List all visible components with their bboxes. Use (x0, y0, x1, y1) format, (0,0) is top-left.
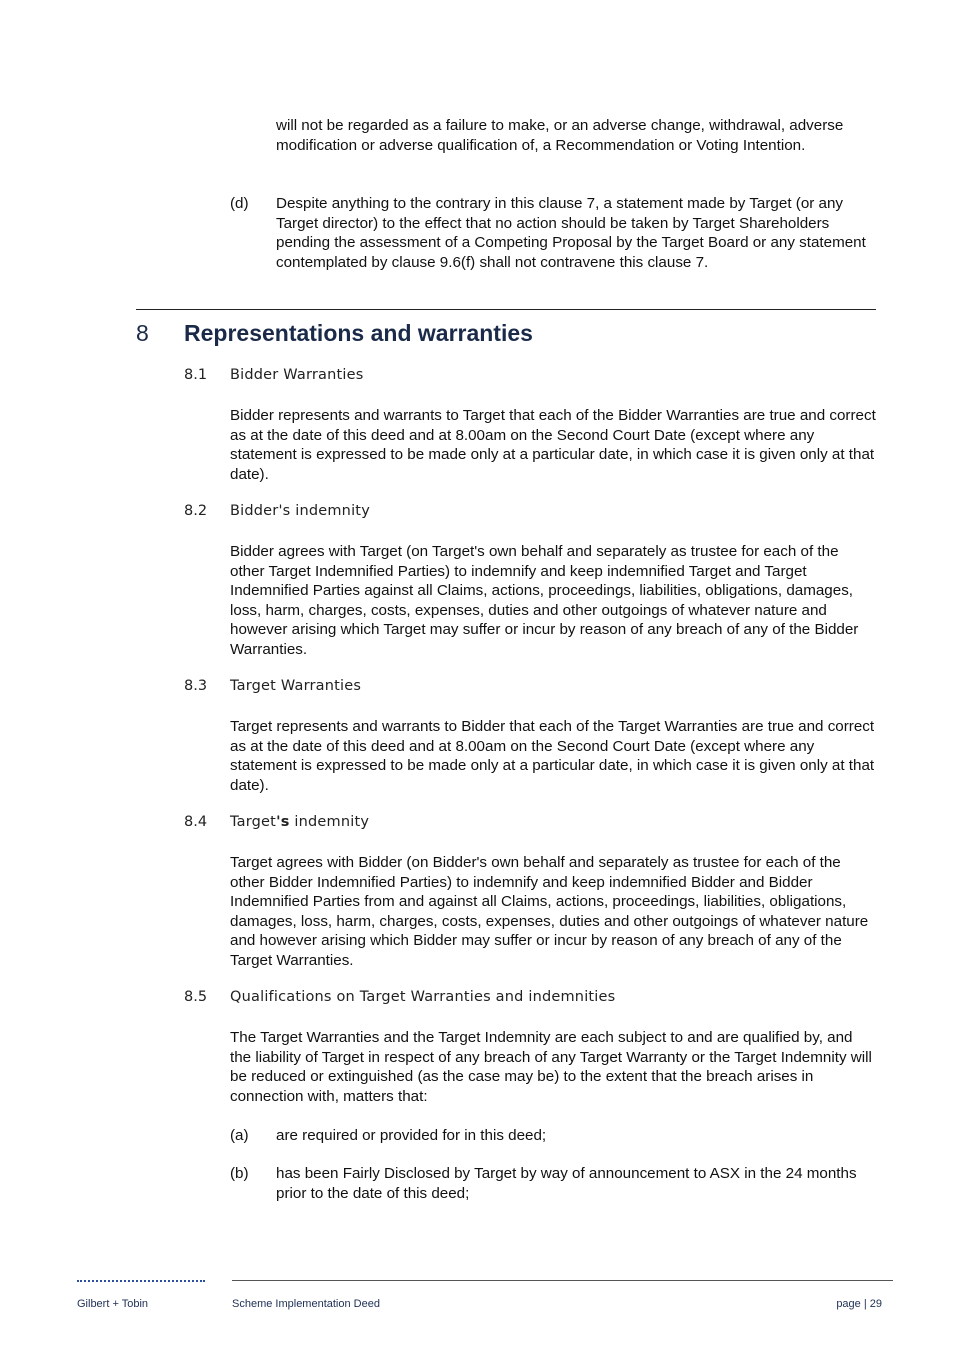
section-title: Representations and warranties (184, 320, 533, 346)
footer-document-title: Scheme Implementation Deed (232, 1298, 380, 1310)
footer-rule (232, 1280, 893, 1281)
footer-dotted-rule (77, 1280, 205, 1282)
clause-title-8-3: Target Warranties (230, 678, 362, 694)
clause-title-8-2: Bidder's indemnity (230, 503, 370, 519)
item-label-d: (d) (230, 195, 249, 212)
clause-number-8-5: 8.5 (184, 989, 208, 1005)
clause-body-8-3: Target represents and warrants to Bidder that each of the Target Warranties are true and correct as at the date of this deed and at 8.00am on the Second Court Date (except where any statement is expressed to be made only at a particular date, in which case it is given only at that date). (230, 718, 875, 794)
clause-body-8-4: Target agrees with Bidder (on Bidder's own behalf and separately as trustee for each of the other Bidder Indemnified Parties) to indemnify and keep indemnified Bidder and Bidder Indemnified Parties from and against all Claims, actions, proceedings, liabilities, obligations, damages, loss, harm, charges, costs, expenses, duties and other outgoings of whatever nature and however arising which Bidder may suffer or incur by reason of any breach of any of the Target Warranties. (230, 854, 869, 969)
clause-title-8-4-bold: 's (276, 814, 290, 830)
clause-title-8-4-suffix: indemnity (289, 814, 370, 830)
section-number: 8 (136, 320, 149, 346)
clause-number-8-4: 8.4 (184, 814, 208, 830)
clause-number-8-2: 8.2 (184, 503, 208, 519)
item-text-d: Despite anything to the contrary in this clause 7, a statement made by Target (or any Target director) to the effect that no action should be taken by Target Shareholders pending the assessment of a Competing Proposal by the Target Board or any statement contemplated by clause 9.6(f) shall not contravene this clause 7. (276, 195, 866, 271)
clause-body-8-1: Bidder represents and warrants to Target that each of the Bidder Warranties are true and correct as at the date of this deed and at 8.00am on the Second Court Date (except where any statement is expressed to be made only at a particular date, in which case it is given only at that date). (230, 407, 876, 483)
item-text-b: has been Fairly Disclosed by Target by way of announcement to ASX in the 24 months prior to the date of this deed; (276, 1165, 857, 1202)
section-divider (136, 309, 876, 310)
continuation-paragraph: will not be regarded as a failure to make, or an adverse change, withdrawal, adverse modification or adverse qualification of, a Recommendation or Voting Intention. (276, 117, 844, 154)
clause-body-8-5: The Target Warranties and the Target Indemnity are each subject to and are qualified by, and the liability of Target in respect of any breach of any Target Warranty or the Target Indemnity will be reduced or extinguished (as the case may be) to the extent that the breach arises in connection with, matters that: (230, 1029, 872, 1105)
clause-title-8-1: Bidder Warranties (230, 367, 364, 383)
footer-firm-name: Gilbert + Tobin (77, 1298, 149, 1310)
clause-title-8-4-prefix: Target (230, 814, 277, 830)
clause-number-8-3: 8.3 (184, 678, 208, 694)
item-text-a: are required or provided for in this deed; (276, 1127, 547, 1144)
item-label-b: (b) (230, 1165, 249, 1182)
item-label-a: (a) (230, 1127, 249, 1144)
clause-title-8-4 (230, 814, 369, 830)
clause-body-8-2: Bidder agrees with Target (on Target's own behalf and separately as trustee for each of the other Target Indemnified Parties) to indemnify and keep indemnified Target and Target Indemnified Parties against all Claims, actions, proceedings, liabilities, obligations, damages, loss, harm, charges, costs, expenses, duties and other outgoings of whatever nature and however arising which Target may suffer or incur by reason of any breach of any of the Bidder Warranties. (230, 543, 859, 658)
clause-title-8-5: Qualifications on Target Warranties and indemnities (230, 989, 616, 1005)
footer-page-number: page | 29 (836, 1298, 882, 1310)
clause-number-8-1: 8.1 (184, 367, 208, 383)
